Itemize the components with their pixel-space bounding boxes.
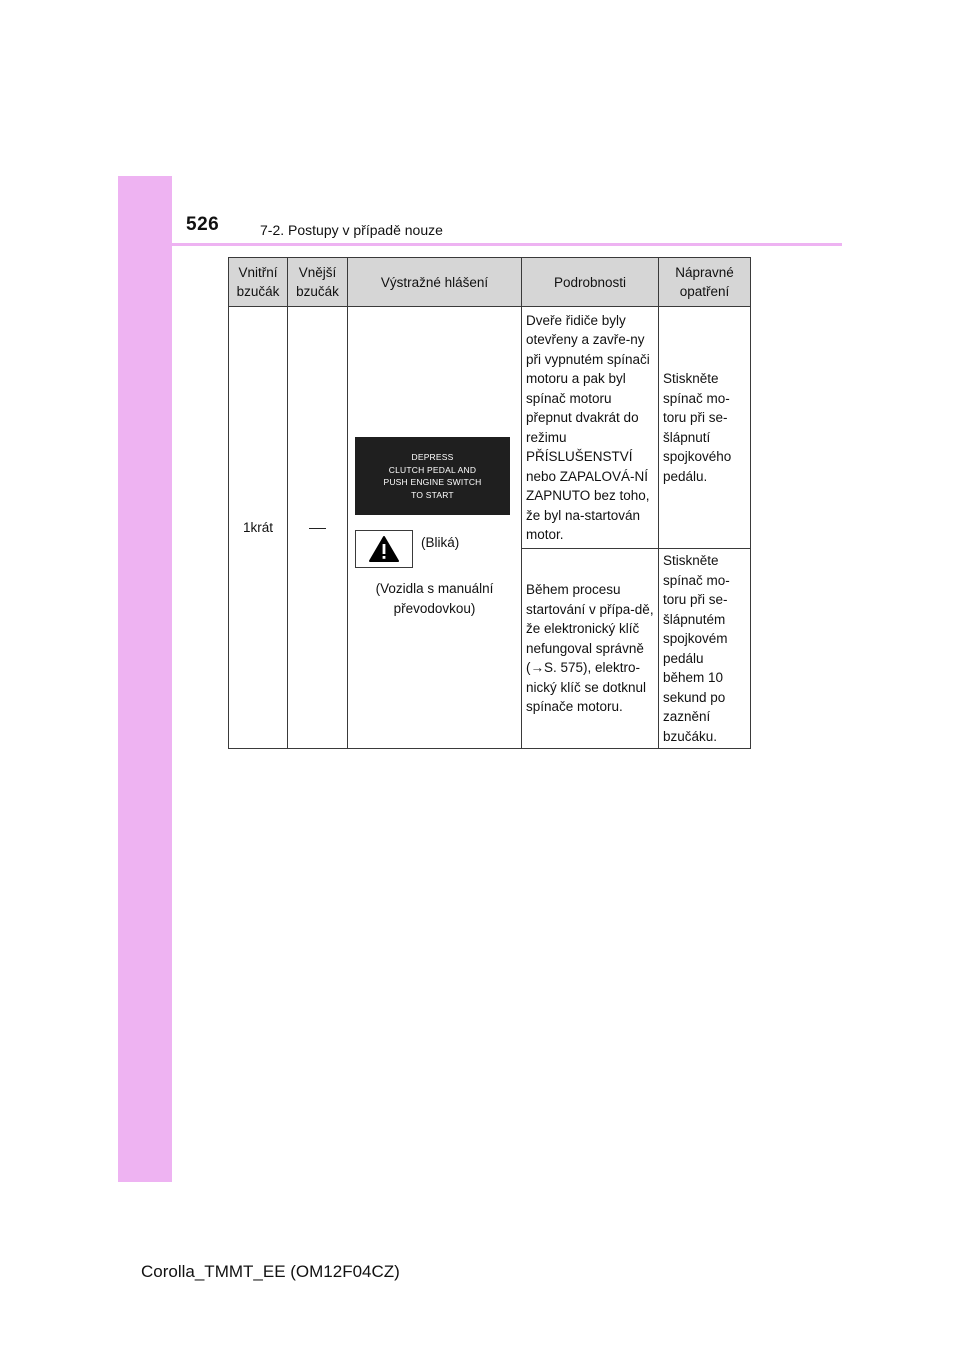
- blink-indicator-row: [355, 529, 521, 569]
- header-corrective-action: Nápravné opatření: [659, 258, 751, 307]
- details-cell: Během procesu startování v přípa-dě, že elektronický klíč nefungoval správně (→S. 575), elektro-nický klíč se dotknul spínače motoru.: [522, 549, 659, 749]
- vehicle-note: (Vozidla s manuální převodovkou): [375, 581, 494, 616]
- table-header-row: [229, 258, 751, 307]
- blink-label: (Bliká): [421, 535, 460, 551]
- action-cell: Stiskněte spínač mo-toru při se-šlápnutém spojkovém pedálu během 10 sekund po zaznění bzučáku.: [659, 549, 751, 749]
- header-external-buzzer: Vnější bzučák: [288, 258, 348, 307]
- details-cell: Dveře řidiče byly otevřeny a zavře-ny při vypnutém spínači motoru a pak byl spínač motoru přepnut dvakrát do režimu PŘÍSLUŠENSTVÍ nebo ZAPALOVÁ-NÍ ZAPNUTO bez toho, že byl na-startován motor.: [522, 307, 659, 549]
- table-row: [229, 307, 751, 549]
- header-warning-message: Výstražné hlášení: [348, 258, 522, 307]
- model-code: Corolla_TMMT_EE (OM12F04CZ): [141, 1262, 400, 1281]
- display-line: PUSH ENGINE SWITCH: [383, 477, 482, 487]
- multi-information-display-message: [355, 437, 510, 515]
- header-details: Podrobnosti: [522, 258, 659, 307]
- internal-buzzer-cell: 1krát: [229, 307, 288, 749]
- header-divider: [172, 243, 842, 246]
- display-line: CLUTCH PEDAL AND: [388, 464, 477, 475]
- warning-message-cell: [348, 307, 522, 749]
- display-line: TO START: [411, 489, 454, 500]
- action-cell: Stiskněte spínač mo-toru při se-šlápnutí spojkového pedálu.: [659, 307, 751, 549]
- external-buzzer-cell: [288, 307, 348, 749]
- warning-table: [228, 257, 751, 749]
- section-side-bar: [118, 176, 172, 1182]
- warning-triangle-icon: [355, 530, 413, 568]
- page-number: 526: [186, 214, 220, 235]
- header-internal-buzzer: Vnitřní bzučák: [229, 258, 288, 307]
- external-buzzer-dash: [309, 528, 326, 529]
- display-line: DEPRESS: [411, 452, 454, 462]
- section-title: 7-2. Postupy v případě nouze: [260, 222, 443, 238]
